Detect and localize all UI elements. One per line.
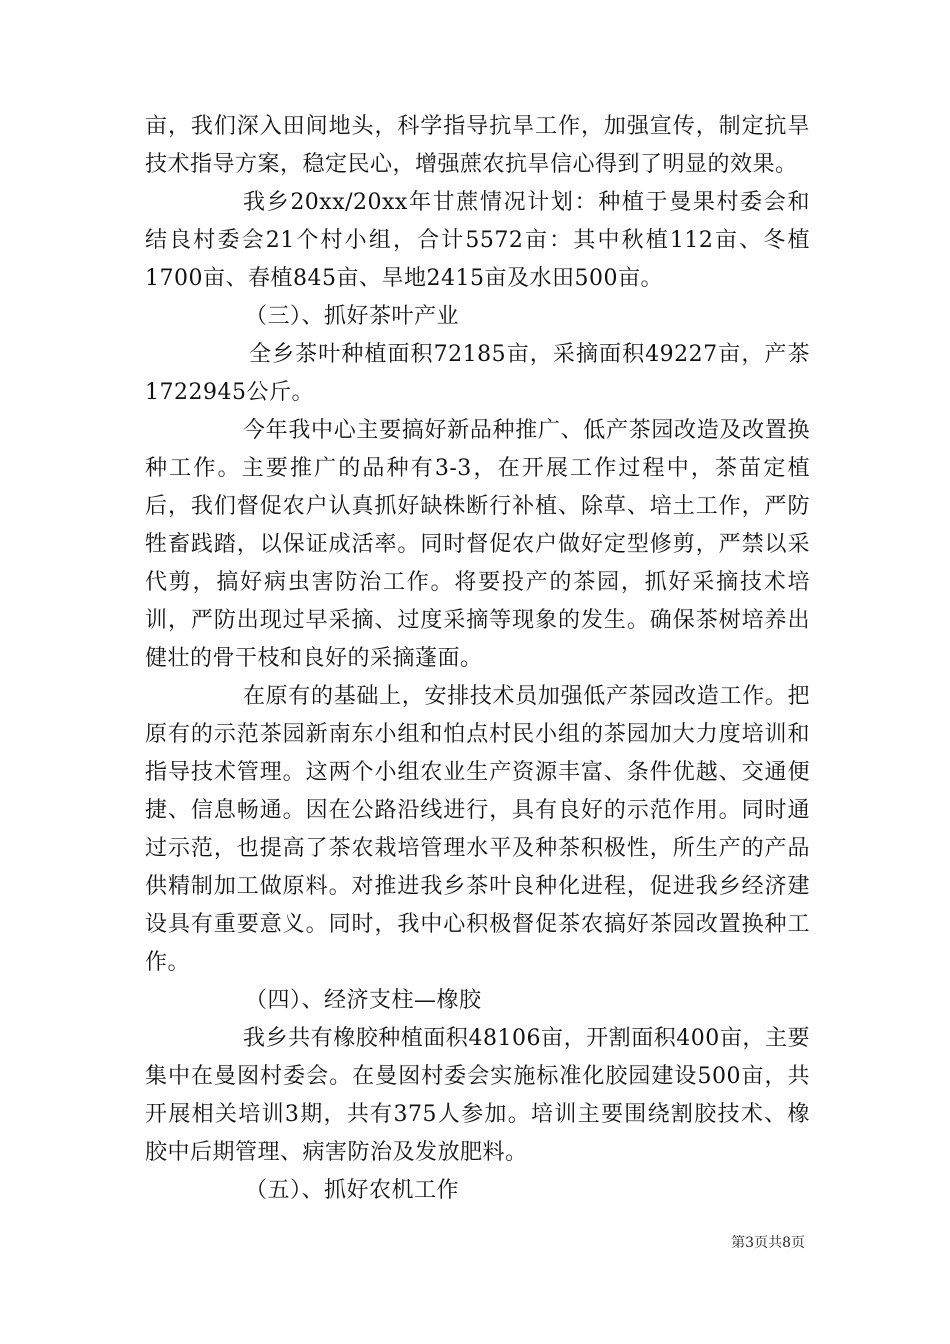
page-footer: 第3页共8页 [731,1235,805,1251]
document-body [145,108,810,1210]
body-paragraph: 我乡共有橡胶种植面积48106亩，开割面积400亩，主要集中在曼囡村委会。在曼囡村委会实施标准化胶园建设500亩，共开展相关培训3期，共有375人参加。培训主要围绕割胶技术、橡胶中后期管理、病害防治及发放肥料。 [145,1026,810,1165]
section-heading: （四）、经济支柱—橡胶 [245,988,482,1013]
body-paragraph: 今年我中心主要搞好新品种推广、低产茶园改造及改置换种工作。主要推广的品种有3-3，在开展工作过程中，茶苗定植后，我们督促农户认真抓好缺株断行补植、除草、培土工作，严防牲畜践踏，以保证成活率。同时督促农户做好定型修剪，严禁以采代剪，搞好病虫害防治工作。将要投产的茶园，抓好采摘技术培训，严防出现过早采摘、过度采摘等现象的发生。确保茶树培养出健壮的骨干枝和良好的采摘蓬面。 [145,418,810,671]
body-paragraph: 亩，我们深入田间地头，科学指导抗旱工作，加强宣传，制定抗旱技术指导方案，稳定民心，增强蔗农抗旱信心得到了明显的效果。 [145,114,810,177]
body-paragraph: 在原有的基础上，安排技术员加强低产茶园改造工作。把原有的示范茶园新南东小组和怕点村民小组的茶园加大力度培训和指导技术管理。这两个小组农业生产资源丰富、条件优越、交通便捷、信息畅通。因在公路沿线进行，具有良好的示范作用。同时通过示范，也提高了茶农栽培管理水平及种茶积极性，所生产的产品供精制加工做原料。对推进我乡茶叶良种化进程，促进我乡经济建设具有重要意义。同时，我中心积极督促茶农搞好茶园改置换种工作。 [145,684,810,975]
section-heading: （五）、抓好农机工作 [245,1178,460,1203]
body-paragraph: 我乡20xx/20xx年甘蔗情况计划：种植于曼果村委会和结良村委会21个村小组，合计5572亩：其中秋植112亩、冬植1700亩、春植845亩、旱地2415亩及水田500亩。 [145,190,810,291]
section-heading: （三）、抓好茶叶产业 [245,304,460,329]
body-paragraph: 全乡茶叶种植面积72185亩，采摘面积49227亩，产茶1722945公斤。 [145,342,810,405]
